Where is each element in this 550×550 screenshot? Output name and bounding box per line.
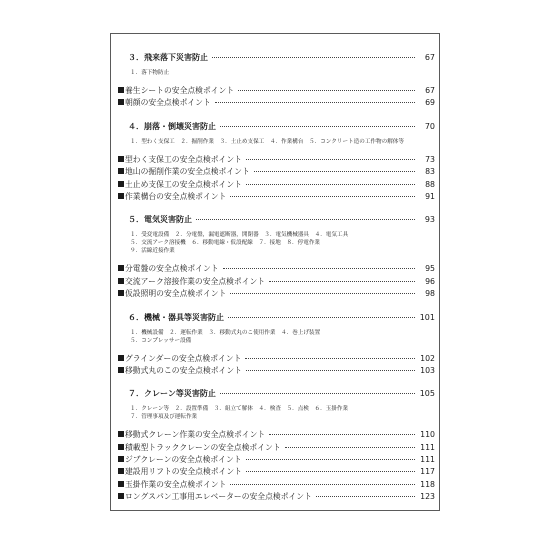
item-page-number: 102 bbox=[420, 353, 435, 363]
toc-item[interactable] bbox=[118, 288, 435, 300]
section-title: ５．電気災害防止 bbox=[128, 215, 192, 225]
toc-item[interactable] bbox=[118, 179, 435, 191]
toc-section-heading[interactable] bbox=[128, 312, 435, 323]
dot-leader bbox=[228, 317, 415, 318]
item-label: グラインダーの安全点検ポイント bbox=[125, 353, 242, 363]
dot-leader bbox=[246, 370, 415, 371]
item-page-number: 91 bbox=[425, 191, 435, 201]
section-subtopics: ５．コンプレッサー設備 bbox=[130, 337, 192, 344]
section-subtopics: １．機械設備 ２．運転作業 ３．移動式丸のこ使用作業 ４．巻上げ装置 bbox=[130, 329, 321, 336]
toc-item[interactable] bbox=[118, 479, 435, 491]
dot-leader bbox=[285, 447, 415, 448]
square-bullet-icon bbox=[118, 193, 124, 199]
dot-leader bbox=[230, 484, 415, 485]
item-page-number: 96 bbox=[425, 276, 435, 286]
item-label: ロングスパン工事用エレベーターの安全点検ポイント bbox=[125, 492, 312, 502]
dot-leader bbox=[254, 171, 415, 172]
item-label: 養生シートの安全点検ポイント bbox=[125, 86, 235, 95]
toc-section-heading[interactable] bbox=[128, 52, 435, 63]
item-label: 移動式丸のこの安全点検ポイント bbox=[125, 365, 242, 375]
item-label: ジブクレーンの安全点検ポイント bbox=[125, 455, 242, 465]
square-bullet-icon bbox=[118, 156, 124, 162]
item-page-number: 118 bbox=[420, 479, 435, 489]
item-page-number: 88 bbox=[425, 179, 435, 189]
dot-leader bbox=[246, 159, 415, 160]
item-label: 分電盤の安全点検ポイント bbox=[125, 264, 219, 274]
toc-item[interactable] bbox=[118, 191, 435, 203]
square-bullet-icon bbox=[118, 181, 124, 187]
dot-leader bbox=[230, 293, 415, 294]
dot-leader bbox=[246, 184, 415, 185]
dot-leader bbox=[269, 281, 415, 282]
item-page-number: 98 bbox=[425, 289, 435, 299]
toc-item[interactable] bbox=[118, 85, 435, 97]
toc-item[interactable] bbox=[118, 491, 435, 503]
item-page-number: 103 bbox=[420, 365, 435, 375]
dot-leader bbox=[230, 196, 415, 197]
dot-leader bbox=[246, 471, 415, 472]
dot-leader bbox=[220, 393, 415, 394]
toc-item[interactable] bbox=[118, 429, 435, 441]
item-page-number: 95 bbox=[425, 264, 435, 274]
section-subtopics: １．型わく支保工 ２．掘削作業 ３．土止め支保工 ４．作業構台 ５．コンクリート造の工作物の解体等 bbox=[130, 138, 404, 145]
item-page-number: 73 bbox=[425, 154, 435, 164]
square-bullet-icon bbox=[118, 444, 124, 450]
square-bullet-icon bbox=[118, 456, 124, 462]
item-page-number: 110 bbox=[420, 430, 435, 440]
item-page-number: 83 bbox=[425, 167, 435, 177]
square-bullet-icon bbox=[118, 290, 124, 296]
dot-leader bbox=[212, 57, 415, 58]
item-label: 作業構台の安全点検ポイント bbox=[125, 191, 227, 201]
toc-section-heading[interactable] bbox=[128, 214, 435, 225]
item-page-number: 69 bbox=[425, 98, 435, 108]
item-page-number: 123 bbox=[420, 492, 435, 502]
dot-leader bbox=[245, 358, 415, 359]
item-page-number: 117 bbox=[420, 467, 435, 477]
section-title: ３．飛来落下災害防止 bbox=[128, 53, 208, 62]
toc-section-heading[interactable] bbox=[128, 121, 435, 132]
section-page-number: 93 bbox=[424, 215, 435, 225]
toc-item[interactable] bbox=[118, 353, 435, 365]
section-subtopics: １．受変電設備 ２．分電盤，漏電遮断器，開閉器 ３．電気機械器具 ４．電気工具 bbox=[130, 232, 349, 239]
toc-item[interactable] bbox=[118, 154, 435, 166]
square-bullet-icon bbox=[118, 367, 124, 373]
square-bullet-icon bbox=[118, 99, 124, 105]
toc-item[interactable] bbox=[118, 365, 435, 377]
item-label: 交流アーク溶接作業の安全点検ポイント bbox=[125, 276, 266, 286]
toc-item[interactable] bbox=[118, 466, 435, 478]
dot-leader bbox=[238, 90, 415, 91]
toc-item[interactable] bbox=[118, 454, 435, 466]
section-subtopics: １．クレーン等 ２．設置準備 ３．組立て解体 ４．検査 ５．点検 ６．玉掛作業 bbox=[130, 406, 349, 413]
dot-leader bbox=[246, 459, 415, 460]
section-title: ６．機械・器具等災害防止 bbox=[128, 312, 224, 322]
square-bullet-icon bbox=[118, 265, 124, 271]
item-label: 土止め支保工の安全点検ポイント bbox=[125, 179, 242, 189]
item-page-number: 111 bbox=[420, 442, 435, 452]
section-page-number: 101 bbox=[419, 312, 435, 322]
item-label: 仮設照明の安全点検ポイント bbox=[125, 289, 227, 299]
square-bullet-icon bbox=[118, 493, 124, 499]
section-title: ４．崩落・倒壊災害防止 bbox=[128, 121, 216, 131]
table-of-contents bbox=[118, 52, 435, 504]
dot-leader bbox=[220, 126, 415, 127]
dot-leader bbox=[215, 102, 415, 103]
item-label: 建設用リフトの安全点検ポイント bbox=[125, 467, 242, 477]
section-page-number: 70 bbox=[424, 121, 435, 131]
item-label: 地山の掘削作業の安全点検ポイント bbox=[125, 167, 250, 177]
section-subtopics: １．落下物防止 bbox=[130, 70, 170, 76]
square-bullet-icon bbox=[118, 468, 124, 474]
toc-item[interactable] bbox=[118, 442, 435, 454]
section-title: ７．クレーン等災害防止 bbox=[128, 389, 216, 399]
document-page bbox=[110, 33, 440, 511]
item-page-number: 67 bbox=[425, 86, 435, 95]
toc-item[interactable] bbox=[118, 263, 435, 275]
item-label: 型わく支保工の安全点検ポイント bbox=[125, 154, 242, 164]
toc-section-heading[interactable] bbox=[128, 388, 435, 399]
section-subtopics: ９．活線近接作業 bbox=[130, 248, 175, 255]
square-bullet-icon bbox=[118, 87, 124, 93]
item-label: 朝顔の安全点検ポイント bbox=[125, 98, 211, 108]
item-page-number: 111 bbox=[420, 455, 435, 465]
item-label: 玉掛作業の安全点検ポイント bbox=[125, 479, 227, 489]
section-page-number: 105 bbox=[419, 389, 435, 399]
dot-leader bbox=[223, 268, 415, 269]
dot-leader bbox=[196, 219, 415, 220]
dot-leader bbox=[316, 496, 415, 497]
square-bullet-icon bbox=[118, 481, 124, 487]
toc-item[interactable] bbox=[118, 97, 435, 109]
toc-item[interactable] bbox=[118, 166, 435, 178]
square-bullet-icon bbox=[118, 278, 124, 284]
section-subtopics: ５．交流アーク溶接機 ６．移動電線・仮設配線 ７．接地 ８．停電作業 bbox=[130, 240, 321, 247]
dot-leader bbox=[269, 434, 415, 435]
section-subtopics: ７．管理事項及び運転作業 bbox=[130, 414, 198, 421]
section-page-number: 67 bbox=[424, 53, 435, 62]
square-bullet-icon bbox=[118, 355, 124, 361]
item-label: 積載型トラッククレーンの安全点検ポイント bbox=[125, 442, 281, 452]
square-bullet-icon bbox=[118, 431, 124, 437]
item-label: 移動式クレーン作業の安全点検ポイント bbox=[125, 430, 266, 440]
square-bullet-icon bbox=[118, 168, 124, 174]
toc-item[interactable] bbox=[118, 276, 435, 288]
